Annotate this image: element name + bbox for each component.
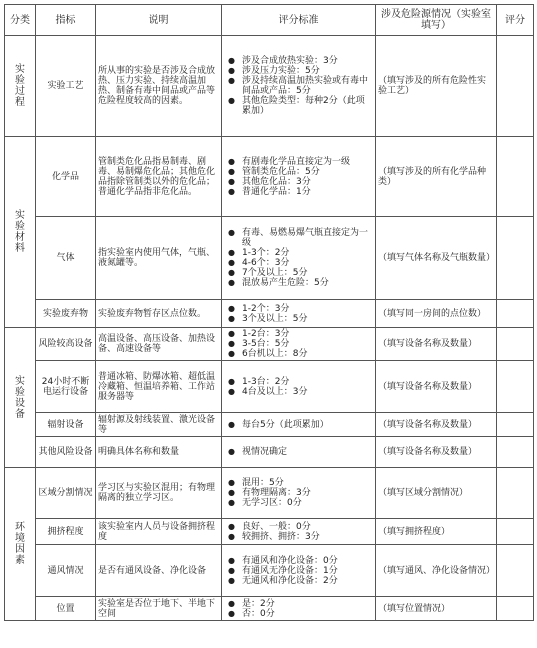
table-row	[5, 468, 534, 519]
criteria-item: ● 有物理隔离：3分	[234, 488, 373, 498]
criteria-item: ● 否：0分	[234, 609, 373, 619]
risk-source-cell: （填写拥挤程度）	[376, 519, 497, 545]
criteria-item: ● 涉及持续高温加热实验或有毒中间品或产品：5分	[234, 76, 373, 96]
risk-source-cell: （填写区域分割情况）	[376, 468, 497, 519]
score-input-cell[interactable]	[497, 437, 534, 468]
header-risk: 涉及危险源情况（实验室填写）	[376, 5, 497, 36]
criteria-list	[224, 329, 373, 359]
criteria-cell	[222, 413, 376, 437]
category-cell	[5, 468, 36, 621]
score-input-cell[interactable]	[497, 545, 534, 597]
criteria-cell	[222, 468, 376, 519]
table-row	[5, 36, 534, 137]
header-row	[5, 5, 534, 36]
criteria-item: ● 其他危化品：3分	[234, 177, 373, 187]
criteria-item: ● 涉及合成放热实验：3分	[234, 56, 373, 66]
indicator-cell: 通风情况	[36, 545, 96, 597]
risk-source-cell: （填写通风、净化设备情况）	[376, 545, 497, 597]
header-category: 分类	[5, 5, 36, 36]
criteria-item: ● 6台机以上：8分	[234, 349, 373, 359]
risk-source-cell: （填写气体名称及气瓶数量）	[376, 217, 497, 300]
table-body	[5, 36, 534, 621]
description-cell: 该实验室内人员与设备拥挤程度	[96, 519, 222, 545]
criteria-item: ● 有通风和净化设备：0分	[234, 556, 373, 566]
criteria-item: ● 管制类危化品：5分	[234, 167, 373, 177]
risk-source-cell: （填写涉及的所有化学品种类）	[376, 137, 497, 217]
criteria-item: ● 较拥挤、拥挤：3分	[234, 532, 373, 542]
score-input-cell[interactable]	[497, 328, 534, 361]
description-cell: 学习区与实验区混用；有物理隔离的独立学习区。	[96, 468, 222, 519]
criteria-list	[224, 420, 373, 430]
criteria-item: ● 每台5分（此项累加）	[234, 420, 373, 430]
indicator-cell: 区域分割情况	[36, 468, 96, 519]
score-input-cell[interactable]	[497, 597, 534, 621]
criteria-item: ● 有毒、易燃易爆气瓶直接定为一级	[234, 228, 373, 248]
table-row	[5, 328, 534, 361]
criteria-item: ● 普通化学品：1分	[234, 187, 373, 197]
criteria-list	[224, 447, 373, 457]
category-label: 环境因素	[15, 522, 25, 566]
table-row	[5, 217, 534, 300]
score-input-cell[interactable]	[497, 361, 534, 413]
criteria-cell	[222, 328, 376, 361]
description-cell: 实验废弃物暂存区点位数。	[96, 300, 222, 328]
table-row	[5, 597, 534, 621]
indicator-cell: 实验工艺	[36, 36, 96, 137]
criteria-item: ● 7个及以上：5分	[234, 268, 373, 278]
category-label: 实验设备	[15, 375, 25, 420]
criteria-item: ● 混用：5分	[234, 478, 373, 488]
category-cell	[5, 36, 36, 137]
criteria-cell	[222, 300, 376, 328]
criteria-item: ● 1-3个：2分	[234, 248, 373, 258]
indicator-cell: 位置	[36, 597, 96, 621]
criteria-cell	[222, 437, 376, 468]
table-row	[5, 137, 534, 217]
header-description: 说明	[96, 5, 222, 36]
criteria-list	[224, 56, 373, 116]
criteria-item: ● 1-3台：2分	[234, 377, 373, 387]
risk-source-cell: （填写同一房间的点位数）	[376, 300, 497, 328]
description-cell: 明确具体名称和数量	[96, 437, 222, 468]
table-row	[5, 437, 534, 468]
indicator-cell: 气体	[36, 217, 96, 300]
table-row	[5, 361, 534, 413]
criteria-item: ● 3-5台：5分	[234, 339, 373, 349]
criteria-list	[224, 478, 373, 508]
risk-source-cell: （填写设备名称及数量）	[376, 413, 497, 437]
criteria-item: ● 涉及压力实验：5分	[234, 66, 373, 76]
table-row	[5, 519, 534, 545]
criteria-item: ● 有剧毒化学品直接定为一级	[234, 157, 373, 167]
criteria-cell	[222, 545, 376, 597]
table-row	[5, 413, 534, 437]
description-cell: 指实验室内使用气体，气瓶、液氮罐等。	[96, 217, 222, 300]
criteria-item: ● 1-2个：3分	[234, 304, 373, 314]
indicator-cell: 其他风险设备	[36, 437, 96, 468]
description-cell: 实验室是否位于地下、半地下空间	[96, 597, 222, 621]
description-cell: 是否有通风设备、净化设备	[96, 545, 222, 597]
criteria-cell	[222, 217, 376, 300]
criteria-list	[224, 556, 373, 586]
criteria-list	[224, 599, 373, 619]
criteria-item: ● 混放易产生危险：5分	[234, 278, 373, 288]
description-cell: 辐射源及射线装置、激光设备等	[96, 413, 222, 437]
criteria-item: ● 无学习区：0分	[234, 498, 373, 508]
description-cell: 高温设备、高压设备、加热设备、高速设备等	[96, 328, 222, 361]
indicator-cell: 化学品	[36, 137, 96, 217]
header-score: 评分	[497, 5, 534, 36]
score-input-cell[interactable]	[497, 519, 534, 545]
criteria-list	[224, 157, 373, 197]
risk-assessment-table	[4, 4, 534, 621]
criteria-item: ● 3个及以上：5分	[234, 314, 373, 324]
criteria-item: ● 无通风和净化设备：2分	[234, 576, 373, 586]
risk-source-cell: （填写涉及的所有危险性实验工艺）	[376, 36, 497, 137]
indicator-cell: 辐射设备	[36, 413, 96, 437]
criteria-cell	[222, 361, 376, 413]
criteria-cell	[222, 597, 376, 621]
description-cell: 所从事的实验是否涉及合成放热、压力实验、持续高温加热、制备有毒中间品或产品等危险程度较高的因素。	[96, 36, 222, 137]
indicator-cell: 24小时不断电运行设备	[36, 361, 96, 413]
criteria-cell	[222, 137, 376, 217]
risk-source-cell: （填写位置情况）	[376, 597, 497, 621]
score-input-cell[interactable]	[497, 137, 534, 217]
category-cell	[5, 137, 36, 328]
score-input-cell[interactable]	[497, 36, 534, 137]
criteria-cell	[222, 36, 376, 137]
score-input-cell[interactable]	[497, 300, 534, 328]
criteria-item: ● 良好、一般：0分	[234, 522, 373, 532]
criteria-item: ● 1-2台：3分	[234, 329, 373, 339]
table-row	[5, 545, 534, 597]
risk-source-cell: （填写设备名称及数量）	[376, 437, 497, 468]
score-input-cell[interactable]	[497, 413, 534, 437]
criteria-item: ● 视情况确定	[234, 447, 373, 457]
description-cell: 管制类危化品指易制毒、剧毒、易制爆危化品；其他危化品指除管制类以外的危化品；普通化学品指非危化品。	[96, 137, 222, 217]
risk-source-cell: （填写设备名称及数量）	[376, 328, 497, 361]
risk-assessment-sheet	[4, 4, 533, 644]
criteria-item: ● 4-6个：3分	[234, 258, 373, 268]
criteria-item: ● 4台及以上：3分	[234, 387, 373, 397]
criteria-item: ● 是：2分	[234, 599, 373, 609]
criteria-list	[224, 377, 373, 397]
score-input-cell[interactable]	[497, 217, 534, 300]
criteria-item: ● 有通风无净化设备：1分	[234, 566, 373, 576]
indicator-cell: 拥挤程度	[36, 519, 96, 545]
category-label: 实验过程	[15, 64, 25, 108]
criteria-list	[224, 228, 373, 288]
criteria-cell	[222, 519, 376, 545]
risk-source-cell: （填写设备名称及数量）	[376, 361, 497, 413]
criteria-list	[224, 304, 373, 324]
indicator-cell: 风险较高设备	[36, 328, 96, 361]
indicator-cell: 实验废弃物	[36, 300, 96, 328]
criteria-item: ● 其他危险类型：每种2分（此项累加）	[234, 96, 373, 116]
description-cell: 普通冰箱、防爆冰箱、超低温冷藏箱、恒温培养箱、工作站服务器等	[96, 361, 222, 413]
criteria-list	[224, 522, 373, 542]
header-criteria: 评分标准	[222, 5, 376, 36]
category-cell	[5, 328, 36, 468]
header-indicator: 指标	[36, 5, 96, 36]
score-input-cell[interactable]	[497, 468, 534, 519]
table-row	[5, 300, 534, 328]
category-label: 实验材料	[15, 210, 25, 254]
